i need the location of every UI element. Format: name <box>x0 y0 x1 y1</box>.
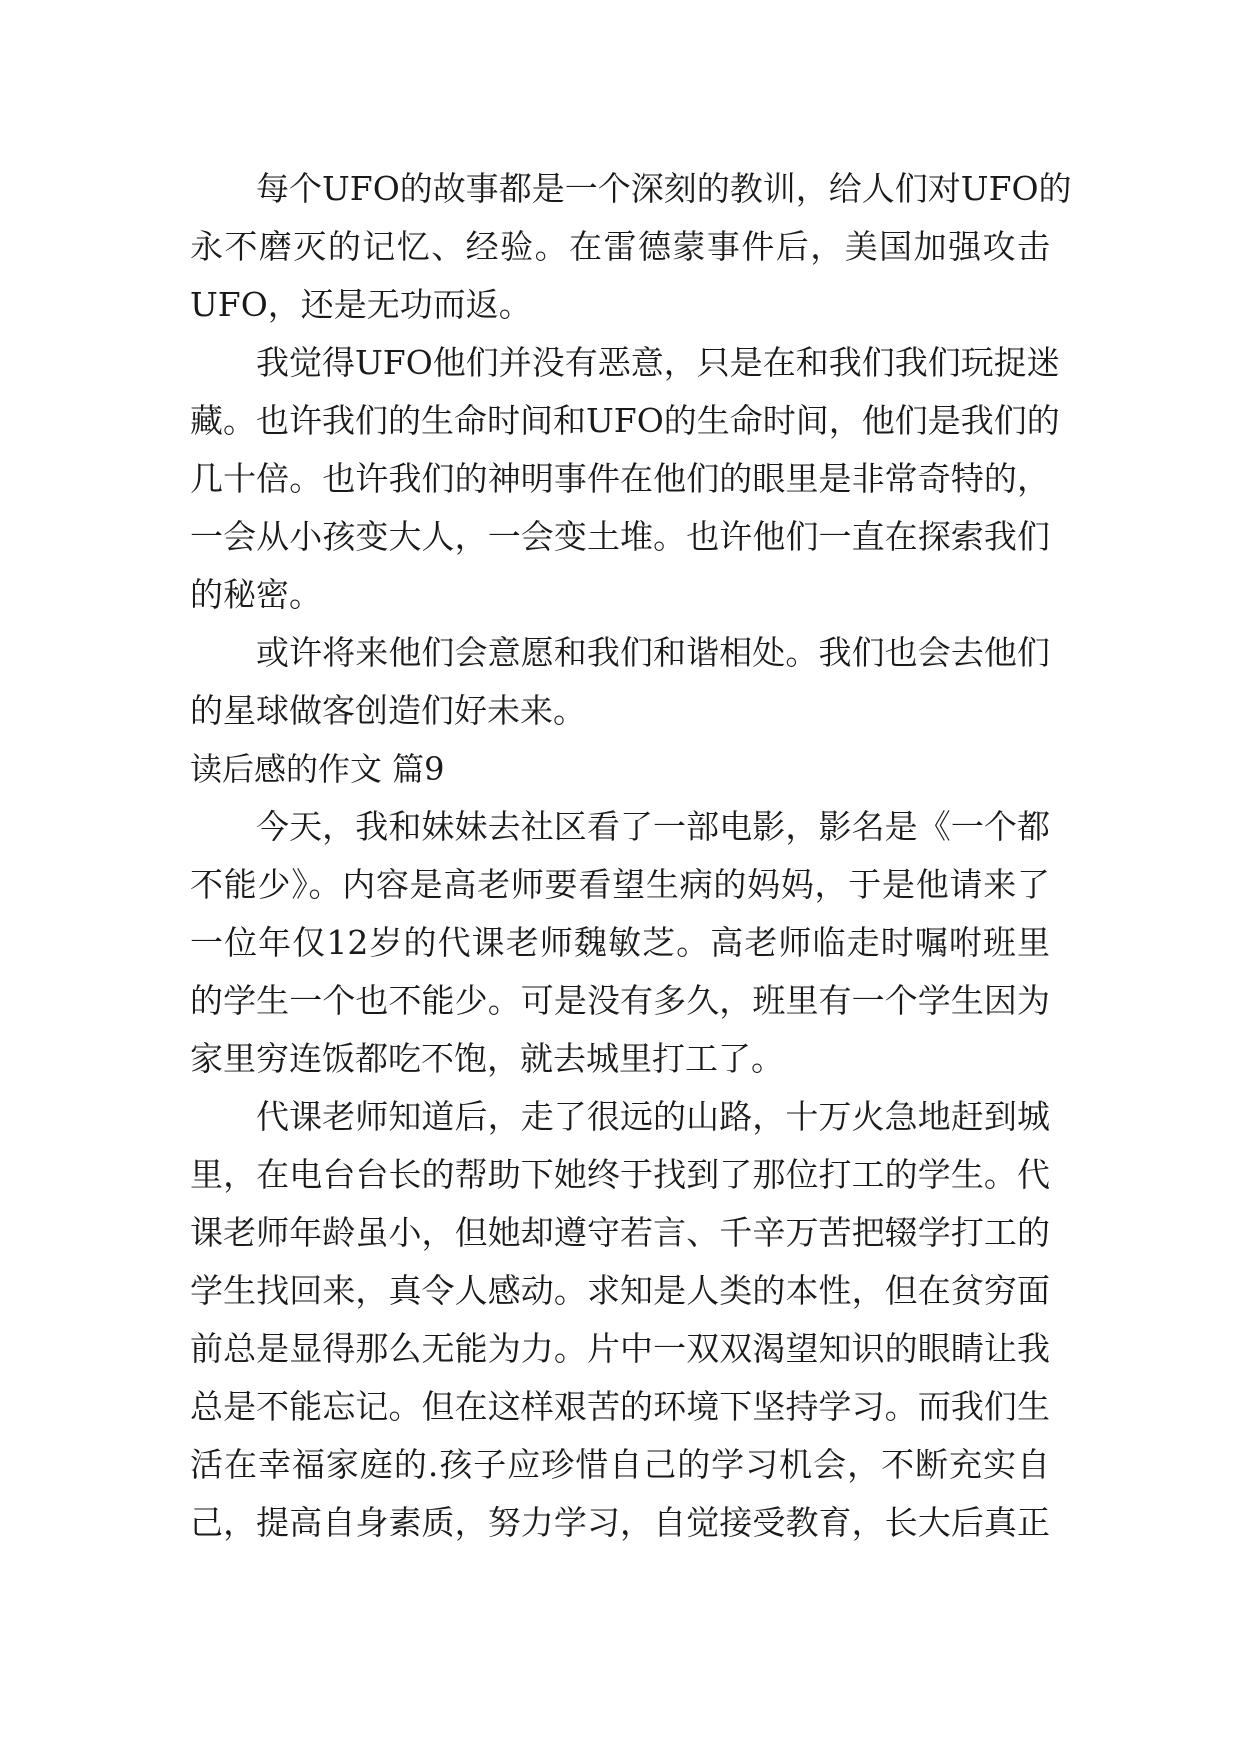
text-line: UFO，还是无功而返。 <box>190 285 532 324</box>
text-line: 前总是显得那么无能为力。片中一双双渴望知识的眼睛让我 <box>190 1329 1050 1368</box>
text-line: 的星球做客创造们好未来。 <box>190 691 586 730</box>
paragraph-ufo-lesson <box>190 160 1072 334</box>
paragraph-movie-intro <box>190 798 1050 1088</box>
text-line: 里，在电台台长的帮助下她终于找到了那位打工的学生。代 <box>190 1155 1050 1194</box>
text-line: 活在幸福家庭的.孩子应珍惜自己的学习机会，不断充实自 <box>190 1445 1050 1484</box>
text-line: 藏。也许我们的生命时间和UFO的生命时间，他们是我们的 <box>190 401 1060 440</box>
text-line: 己，提高自身素质，努力学习，自觉接受教育，长大后真正 <box>190 1503 1050 1542</box>
text-line: 代课老师知道后，走了很远的山路，十万火急地赶到城 <box>256 1097 1050 1136</box>
document-page <box>190 160 1072 1552</box>
paragraph-ufo-no-malice <box>190 334 1060 624</box>
text-line: 一会从小孩变大人，一会变土堆。也许他们一直在探索我们 <box>190 517 1050 556</box>
text-line: 每个UFO的故事都是一个深刻的教训，给人们对UFO的 <box>256 169 1072 208</box>
text-line: 学生找回来，真令人感动。求知是人类的本性，但在贫穷面 <box>190 1271 1050 1310</box>
section-heading: 读后感的作文 篇9 <box>190 750 445 788</box>
text-line: 永不磨灭的记忆、经验。在雷德蒙事件后，美国加强攻击 <box>190 227 1050 266</box>
paragraph-ufo-future <box>190 624 1050 740</box>
text-line: 今天，我和妹妹去社区看了一部电影，影名是《一个都 <box>256 807 1050 846</box>
paragraph-movie-reflection <box>190 1088 1050 1552</box>
text-line: 的秘密。 <box>190 575 322 614</box>
text-line: 家里穷连饭都吃不饱，就去城里打工了。 <box>190 1039 784 1078</box>
text-line: 总是不能忘记。但在这样艰苦的环境下坚持学习。而我们生 <box>190 1387 1050 1426</box>
text-line: 我觉得UFO他们并没有恶意，只是在和我们我们玩捉迷 <box>256 343 1060 382</box>
text-line: 一位年仅12岁的代课老师魏敏芝。高老师临走时嘱咐班里 <box>190 923 1050 962</box>
text-line: 课老师年龄虽小，但她却遵守若言、千辛万苦把辍学打工的 <box>190 1213 1050 1252</box>
text-line: 的学生一个也不能少。可是没有多久，班里有一个学生因为 <box>190 981 1050 1020</box>
text-line: 几十倍。也许我们的神明事件在他们的眼里是非常奇特的， <box>190 459 1050 498</box>
text-line: 或许将来他们会意愿和我们和谐相处。我们也会去他们 <box>256 633 1050 672</box>
text-line: 不能少》。内容是高老师要看望生病的妈妈，于是他请来了 <box>190 865 1050 904</box>
